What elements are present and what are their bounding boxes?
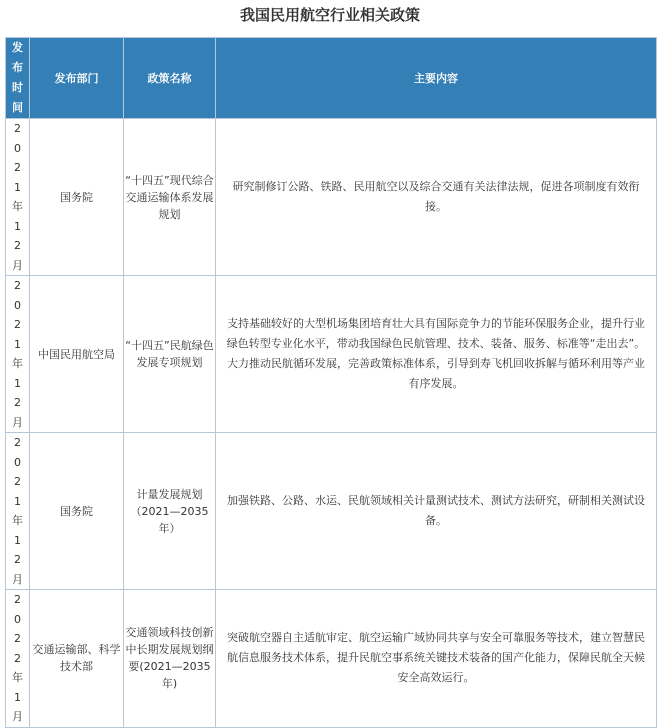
cell-publish-dept: 中国民用航空局 [30, 276, 124, 433]
table-row [6, 276, 657, 433]
table-row [6, 119, 657, 276]
cell-policy-name: 交通领域科技创新中长期发展规划纲要(2021—2035年) [124, 590, 216, 728]
page-title: 我国民用航空行业相关政策 [239, 6, 420, 24]
policy-table [5, 37, 657, 728]
cell-main-content: 研究制修订公路、铁路、民用航空以及综合交通有关法律法规，促进各项制度有效衔接。 [216, 119, 657, 276]
cell-publish-dept: 国务院 [30, 433, 124, 590]
cell-main-content: 支持基础较好的大型机场集团培育壮大具有国际竞争力的节能环保服务企业，提升行业绿色转型专业化水平，带动我国绿色民航管理、技术、装备、服务、标准等“走出去”。大力推动民航循环发展，完善政策标准体系，引导到寿飞机回收拆解与循环利用等产业有序发展。 [216, 276, 657, 433]
cell-publish-time: 2021年12月 [6, 433, 30, 590]
cell-main-content: 突破航空器自主适航审定、航空运输广域协同共享与安全可靠服务等技术，建立智慧民航信息服务技术体系，提升民航空事系统关键技术装备的国产化能力，保障民航全天候安全高效运行。 [216, 590, 657, 728]
cell-publish-dept: 交通运输部、科学技术部 [30, 590, 124, 728]
cell-main-content: 加强铁路、公路、水运、民航领域相关计量测试技术、测试方法研究，研制相关测试设备。 [216, 433, 657, 590]
cell-policy-name: “十四五”现代综合交通运输体系发展规划 [124, 119, 216, 276]
table-header-row [6, 38, 657, 119]
header-publish-dept: 发布部门 [30, 38, 124, 119]
cell-policy-name: “十四五”民航绿色发展专项规划 [124, 276, 216, 433]
table-row [6, 433, 657, 590]
header-publish-time: 发布时间 [6, 38, 30, 119]
header-main-content: 主要内容 [216, 38, 657, 119]
table-row [6, 590, 657, 728]
cell-publish-time: 2022年1月 [6, 590, 30, 728]
cell-publish-time: 2021年12月 [6, 276, 30, 433]
cell-publish-dept: 国务院 [30, 119, 124, 276]
cell-publish-time: 2021年12月 [6, 119, 30, 276]
header-policy-name: 政策名称 [124, 38, 216, 119]
cell-policy-name: 计量发展规划（2021—2035年） [124, 433, 216, 590]
